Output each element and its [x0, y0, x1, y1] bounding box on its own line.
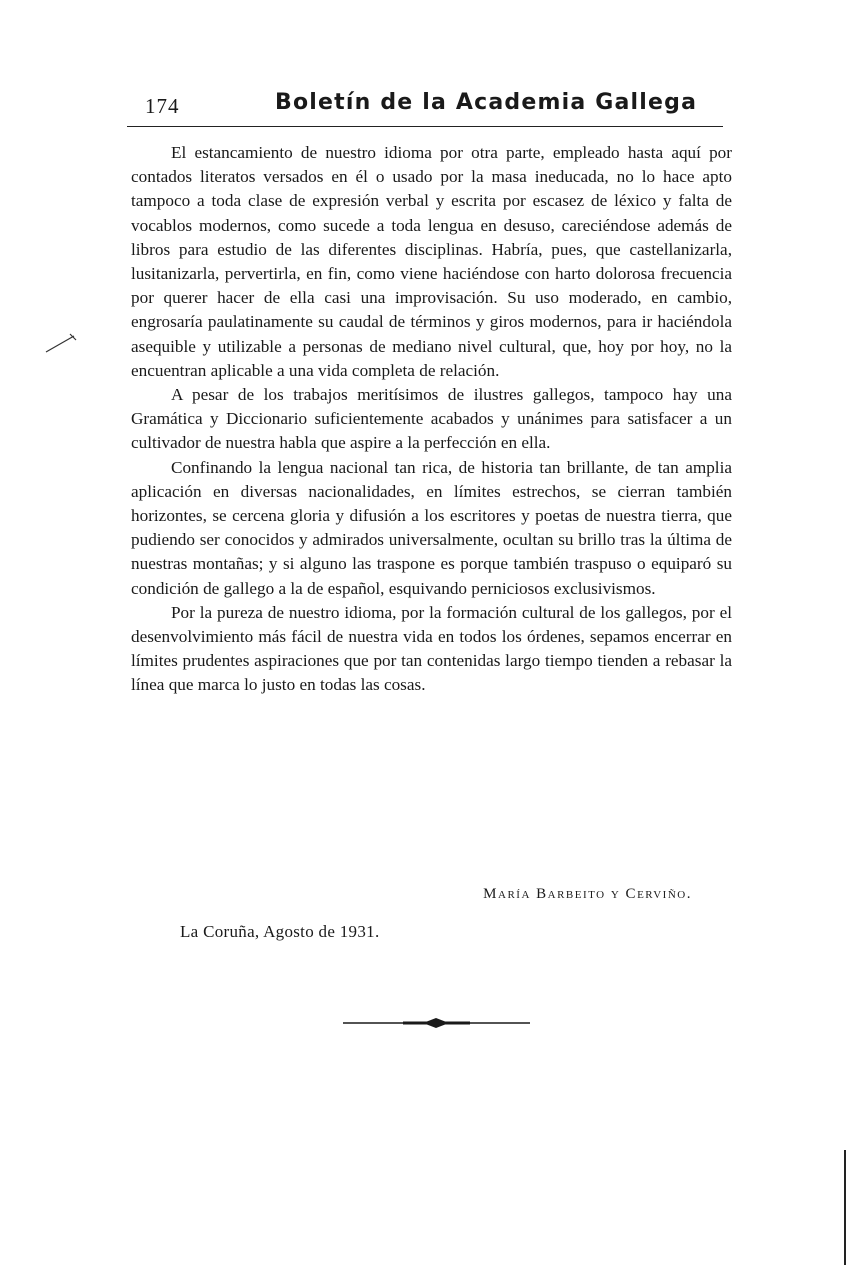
article-body	[131, 141, 732, 698]
paragraph-1: El estancamiento de nuestro idioma por otra parte, empleado hasta aquí por contados literatos versados en él o usado por la masa ineducada, no lo hace apto tampoco a toda clase de expresión verbal y escrita por escasez de léxico y falta de vocablos modernos, como sucede a toda lengua en desuso, careciéndose además de libros para estudio de las diferentes disciplinas. Habría, pues, que castellanizarla, lusitanizarla, pervertirla, en fin, como viene haciéndose con harto dolorosa frecuencia por querer hacer de ella casi una improvisación. Su uso moderado, en cambio, engrosaría paulatinamente su caudal de términos y giros modernos, para ir haciéndola asequible y utilizable a personas de mediano nivel cultural, que, hoy por hoy, no la encuentran aplicable a una vida completa de relación.	[131, 143, 732, 380]
margin-pencil-mark	[44, 330, 80, 354]
section-end-ornament	[343, 1016, 530, 1030]
dateline: La Coruña, Agosto de 1931.	[180, 922, 380, 941]
paragraph-2: A pesar de los trabajos meritísimos de ilustres gallegos, tampoco hay una Gramática y Diccionario suficientemente acabados y unánimes para satisfacer a un cultivador de nuestra habla que aspire a la perfección en ella.	[131, 385, 732, 453]
page-number: 174	[145, 94, 180, 118]
paragraph-3: Confinando la lengua nacional tan rica, de historia tan brillante, de tan amplia aplicación en diversas nacionalidades, en límites estrechos, se cierran también horizontes, se cercena gloria y difusión a los escritores y poetas de nuestra tierra, que pudiendo ser conocidos y admirados universalmente, ocultan su brillo tras la última de nuestras montañas; y si alguno las traspone es porque también traspuso o equiparó su condición de gallego a la de español, esquivando perniciosos exclusivismos.	[131, 457, 732, 598]
paragraph-4: Por la pureza de nuestro idioma, por la formación cultural de los gallegos, por el desenvolvimiento más fácil de nuestra vida en todos los órdenes, sepamos encerrar en límites prudentes aspiraciones que por tan contenidas largo tiempo tienden a rebasar la línea que marca lo justo en todas las cosas.	[131, 602, 732, 695]
page-edge-mark	[842, 1150, 848, 1265]
page-header	[127, 86, 723, 127]
author-signature: María Barbeito y Cerviño.	[483, 886, 692, 902]
running-title: Boletín de la Academia Gallega	[275, 90, 698, 115]
